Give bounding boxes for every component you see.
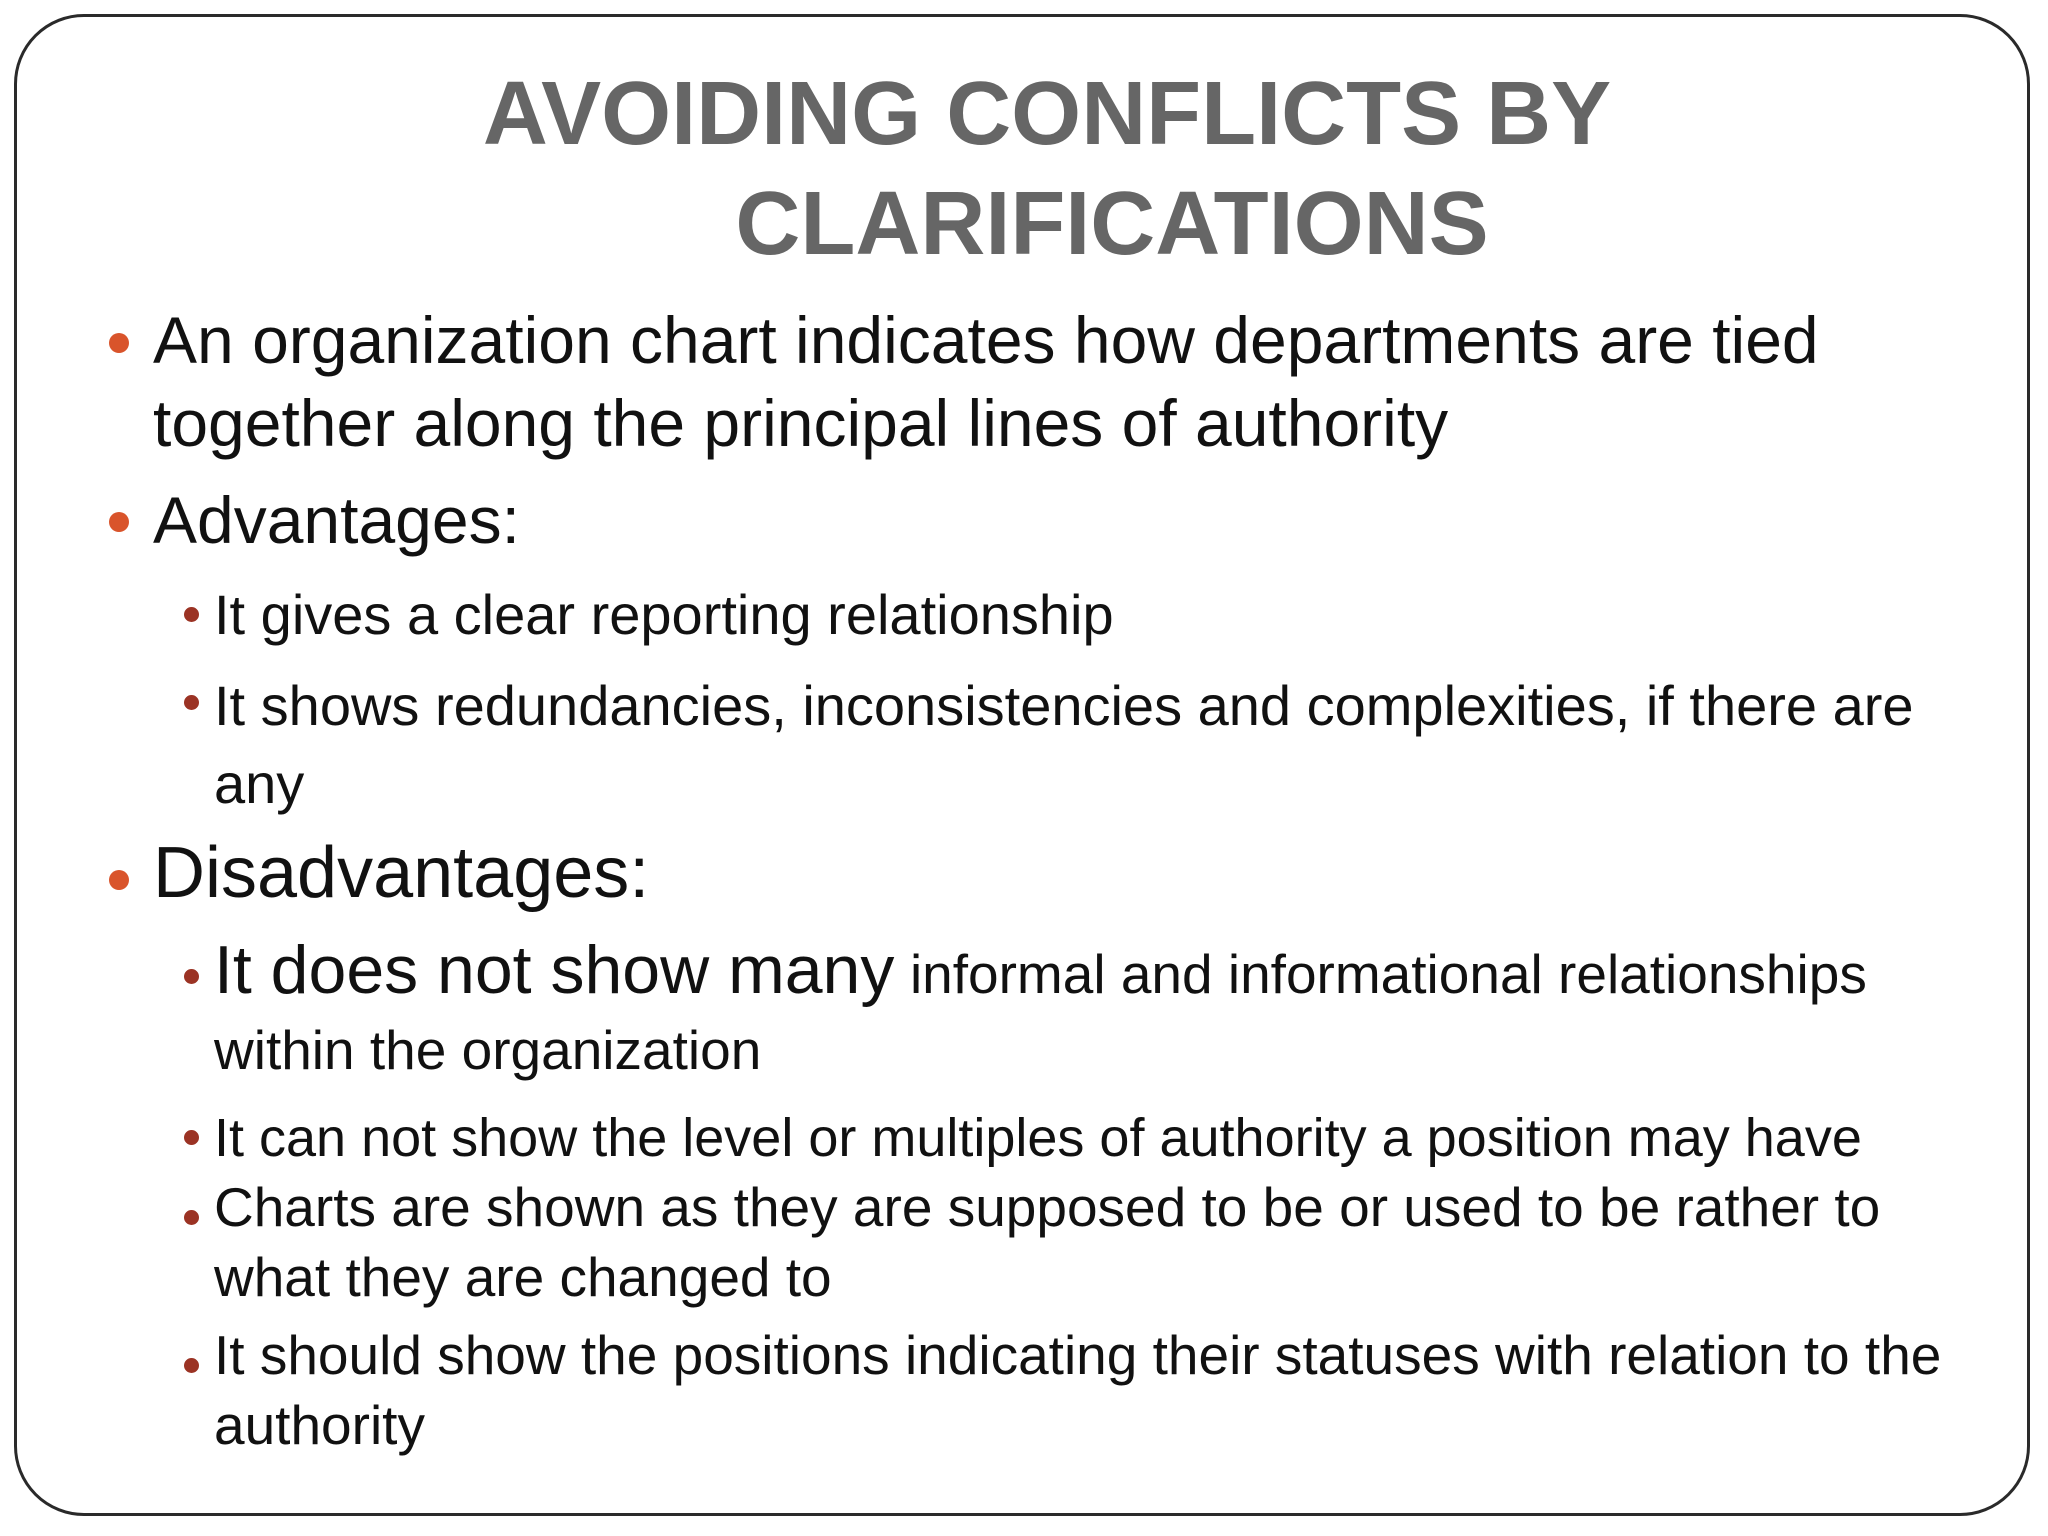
sub-bullet-positions-statuses: It should show the positions indicating their statuses with relation to the authority xyxy=(214,1324,1942,1456)
sub-bullet-informal-large: It does not show many xyxy=(214,932,895,1008)
sub-bullet-informal xyxy=(214,932,2004,1088)
sub-bullet-redundancies: It shows redundancies, inconsistencies and complexities, if there are any xyxy=(214,674,1914,815)
sub-bullet-informal-small: informal and informational relationships within the organization xyxy=(214,943,1867,1081)
slide-title-line1: AVOIDING CONFLICTS BY xyxy=(482,64,1612,164)
bullet-disadvantages: Disadvantages: xyxy=(153,833,650,913)
slide-frame xyxy=(14,14,2030,1516)
slide-title-line2: CLARIFICATIONS xyxy=(735,174,1489,274)
slide-content xyxy=(17,17,2027,1513)
sub-bullet-charts-shown: Charts are shown as they are supposed to be or used to be rather to what they are changed to xyxy=(214,1176,1881,1308)
bullet-marker xyxy=(109,333,129,353)
sub-bullet-authority-level: It can not show the level or multiples of authority a position may have xyxy=(214,1108,1862,1168)
sub-bullet-marker xyxy=(184,607,199,622)
sub-bullet-marker xyxy=(184,1210,199,1225)
bullet-marker xyxy=(109,512,129,532)
bullet-marker xyxy=(109,870,129,890)
bullet-org-chart: An organization chart indicates how departments are tied together along the principal lines of authority xyxy=(153,303,1819,460)
sub-bullet-marker xyxy=(184,1358,199,1373)
sub-bullet-reporting: It gives a clear reporting relationship xyxy=(214,583,1114,646)
sub-bullet-marker xyxy=(184,969,199,984)
sub-bullet-marker xyxy=(184,695,199,710)
bullet-advantages: Advantages: xyxy=(153,483,520,557)
sub-bullet-marker xyxy=(184,1130,199,1145)
